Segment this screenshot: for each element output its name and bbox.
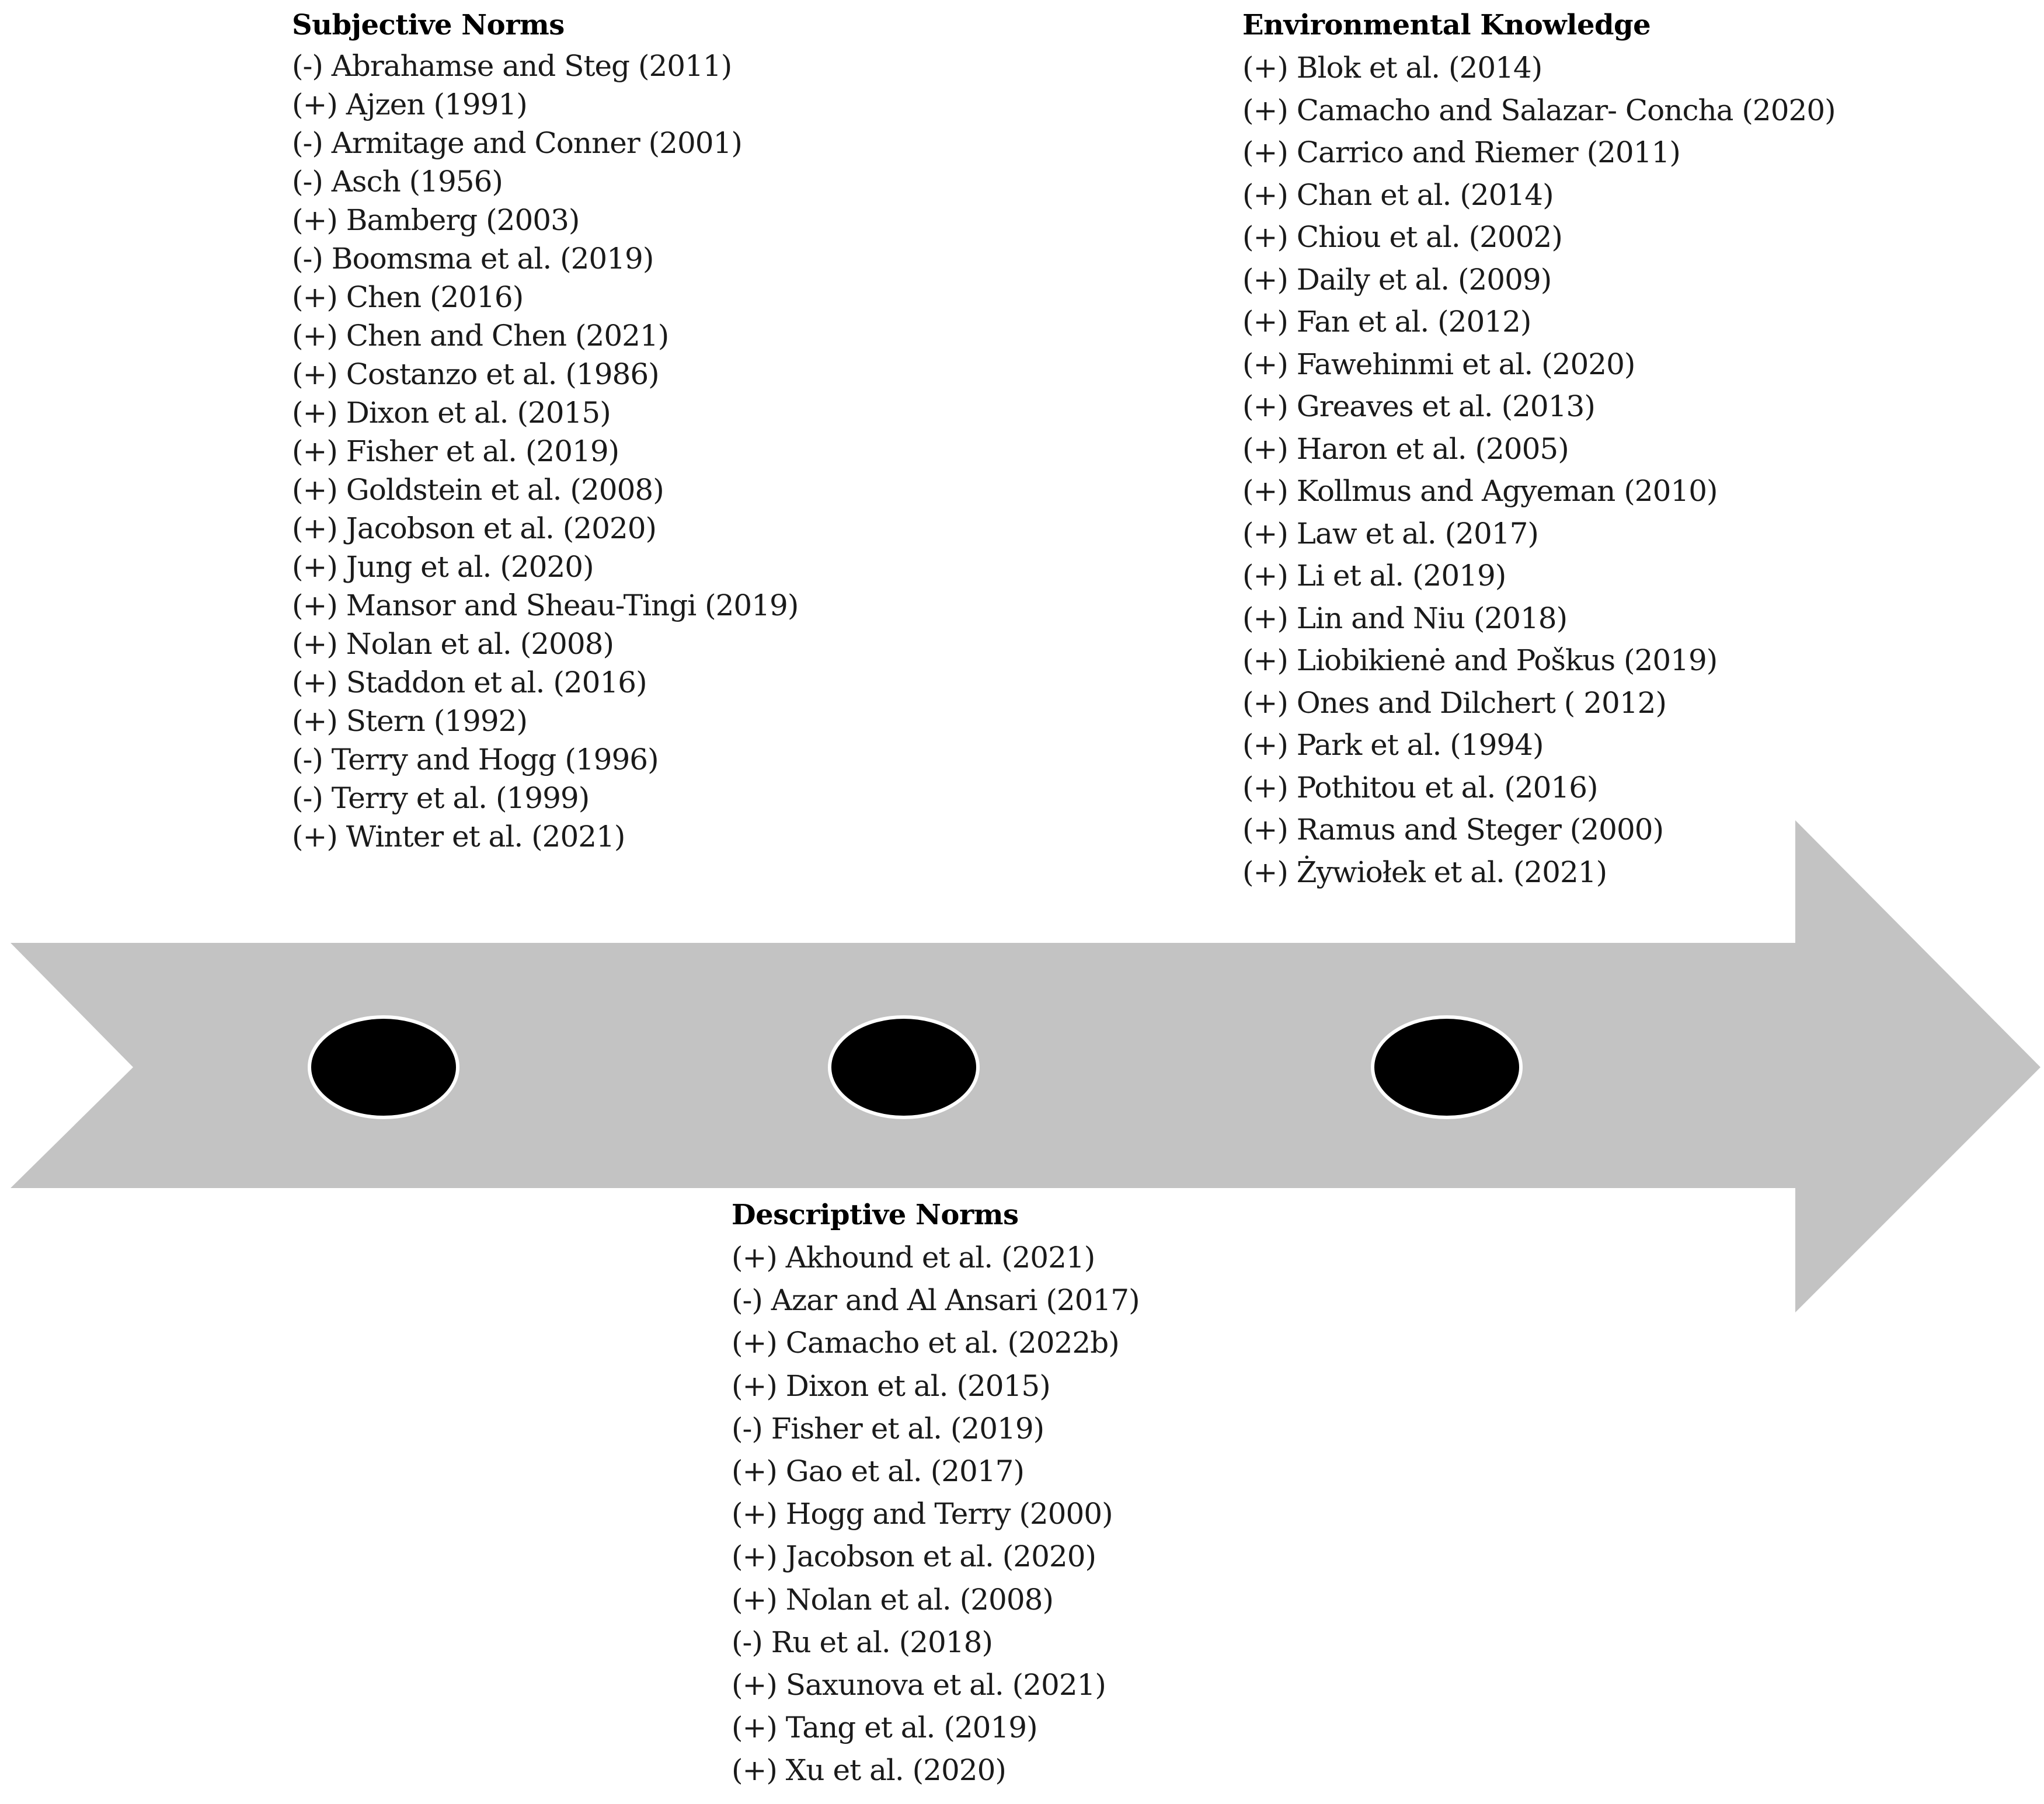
- reference-item: (+) Pothitou et al. (2016): [1242, 770, 1598, 805]
- reference-item: (+) Fisher et al. (2019): [292, 434, 619, 468]
- reference-item: (+) Tang et al. (2019): [732, 1711, 1037, 1745]
- timeline-node-2: [830, 1017, 978, 1117]
- reference-item: (+) Xu et al. (2020): [732, 1753, 1006, 1788]
- reference-item: (+) Saxunova et al. (2021): [732, 1668, 1106, 1702]
- reference-item: (+) Hogg and Terry (2000): [732, 1497, 1113, 1531]
- reference-item: (+) Haron et al. (2005): [1242, 431, 1569, 466]
- reference-item: (+) Blok et al. (2014): [1242, 51, 1542, 85]
- reference-item: (-) Ru et al. (2018): [732, 1625, 993, 1659]
- subjective-norms-list: [292, 47, 798, 856]
- reference-item: (+) Gao et al. (2017): [732, 1454, 1024, 1489]
- reference-item: (+) Dixon et al. (2015): [732, 1368, 1050, 1403]
- reference-item: (+) Ramus and Steger (2000): [1242, 813, 1664, 847]
- reference-item: (-) Asch (1956): [292, 165, 503, 198]
- reference-item: (-) Armitage and Conner (2001): [292, 126, 742, 160]
- descriptive-norms-title: Descriptive Norms: [732, 1199, 1019, 1231]
- reference-item: (+) Mansor and Sheau-Tingi (2019): [292, 588, 799, 622]
- reference-item: (+) Nolan et al. (2008): [292, 627, 614, 661]
- reference-item: (+) Winter et al. (2021): [292, 820, 625, 854]
- reference-item: (+) Ajzen (1991): [292, 88, 527, 121]
- reference-item: (+) Camacho et al. (2022b): [732, 1326, 1119, 1360]
- reference-item: (+) Staddon et al. (2016): [292, 666, 647, 699]
- reference-item: (+) Park et al. (1994): [1242, 728, 1544, 762]
- reference-item: (+) Jung et al. (2020): [292, 550, 594, 584]
- reference-item: (+) Greaves et al. (2013): [1242, 389, 1595, 423]
- reference-item: (-) Terry and Hogg (1996): [292, 743, 659, 776]
- reference-item: (+) Chen and Chen (2021): [292, 319, 669, 353]
- reference-item: (+) Fan et al. (2012): [1242, 305, 1531, 339]
- reference-item: (-) Azar and Al Ansari (2017): [732, 1283, 1140, 1318]
- reference-item: (+) Carrico and Riemer (2011): [1242, 135, 1680, 169]
- reference-item: (+) Jacobson et al. (2020): [732, 1540, 1096, 1574]
- reference-item: (+) Fawehinmi et al. (2020): [1242, 347, 1635, 381]
- descriptive-norms-list: [732, 1237, 1140, 1792]
- reference-item: (+) Żywiołek et al. (2021): [1242, 855, 1607, 889]
- reference-item: (-) Fisher et al. (2019): [732, 1411, 1044, 1446]
- reference-item: (+) Chiou et al. (2002): [1242, 220, 1562, 254]
- environmental-knowledge-group: [1242, 8, 1836, 893]
- reference-item: (+) Liobikienė and Poškus (2019): [1242, 643, 1718, 677]
- reference-item: (+) Goldstein et al. (2008): [292, 473, 664, 507]
- reference-item: (+) Law et al. (2017): [1242, 516, 1538, 551]
- reference-item: (+) Daily et al. (2009): [1242, 262, 1552, 297]
- reference-item: (+) Jacobson et al. (2020): [292, 511, 657, 545]
- environmental-knowledge-title: Environmental Knowledge: [1242, 9, 1651, 41]
- reference-item: (+) Bamberg (2003): [292, 203, 580, 237]
- timeline-node-1: [309, 1017, 458, 1117]
- timeline-node-3: [1373, 1017, 1521, 1117]
- reference-item: (-) Abrahamse and Steg (2011): [292, 49, 732, 83]
- reference-item: (+) Kollmus and Agyeman (2010): [1242, 474, 1718, 508]
- reference-item: (+) Li et al. (2019): [1242, 559, 1506, 593]
- reference-item: (+) Ones and Dilchert ( 2012): [1242, 685, 1666, 720]
- descriptive-norms-group: [732, 1198, 1140, 1792]
- reference-item: (+) Chan et al. (2014): [1242, 177, 1554, 212]
- reference-item: (+) Lin and Niu (2018): [1242, 601, 1568, 635]
- reference-item: (+) Akhound et al. (2021): [732, 1241, 1095, 1274]
- reference-item: (-) Terry et al. (1999): [292, 781, 590, 815]
- reference-item: (-) Boomsma et al. (2019): [292, 242, 654, 276]
- reference-item: (+) Camacho and Salazar- Concha (2020): [1242, 93, 1836, 127]
- reference-item: (+) Stern (1992): [292, 704, 527, 738]
- reference-item: (+) Costanzo et al. (1986): [292, 357, 659, 391]
- environmental-knowledge-list: [1242, 47, 1836, 893]
- reference-item: (+) Chen (2016): [292, 280, 524, 314]
- subjective-norms-group: [292, 8, 798, 856]
- reference-item: (+) Nolan et al. (2008): [732, 1582, 1053, 1617]
- reference-item: (+) Dixon et al. (2015): [292, 396, 611, 430]
- subjective-norms-title: Subjective Norms: [292, 9, 565, 41]
